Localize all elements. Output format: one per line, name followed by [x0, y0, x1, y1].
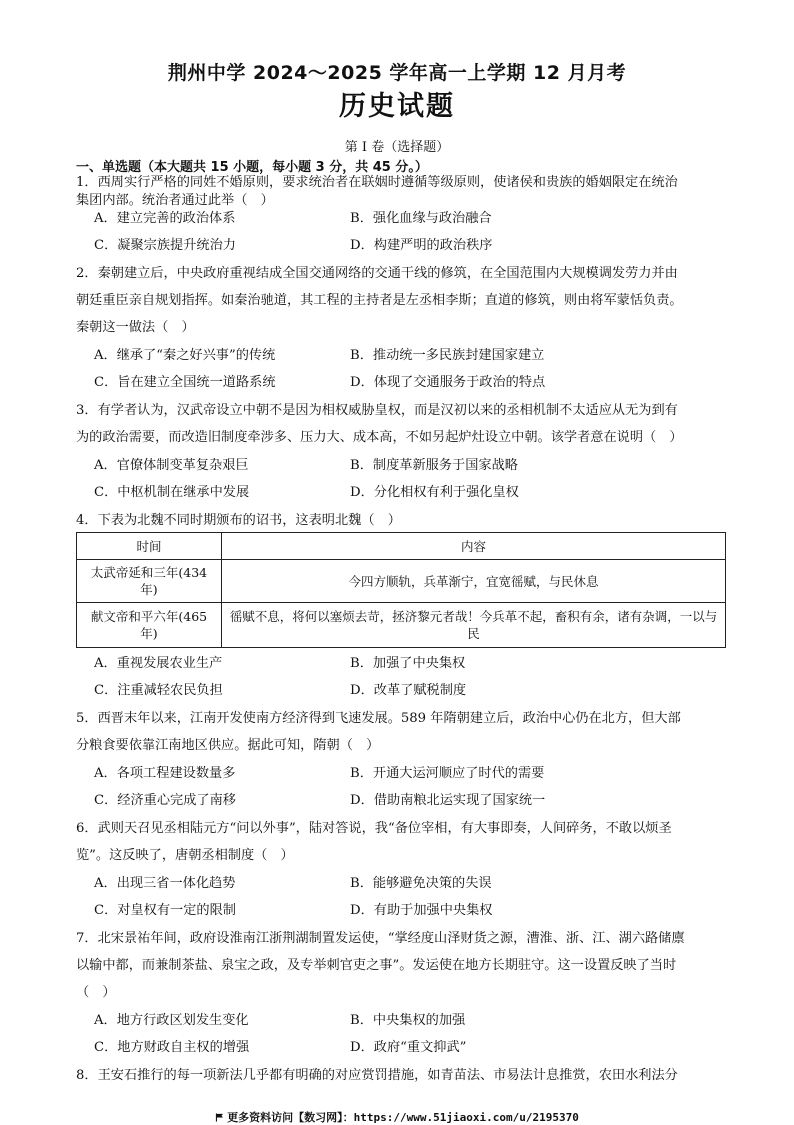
- q3-stem-line-2: 为的政治需要，而改造旧制度牵涉多、压力大、成本高，不如另起炉灶设立中朝。该学者意在说明（ ）: [76, 430, 683, 445]
- q4-option-d: D．改革了赋税制度: [350, 683, 467, 698]
- q7-stem-line-3: （ ）: [76, 985, 116, 1000]
- q5-stem-line-1: 5．西晋末年以来，江南开发使南方经济得到飞速发展。589 年隋朝建立后，政治中心仍在北方，但大部: [76, 711, 681, 726]
- q1-stem-line-2: 集团内部。统治者通过此举（ ）: [76, 193, 274, 208]
- q2-stem-line-2: 朝廷重臣亲自规划指挥。如秦治驰道，其工程的主持者是左丞相李斯；直道的修筑，则由将军蒙恬负责。: [76, 293, 683, 308]
- flag-icon: [215, 1113, 224, 1122]
- q1-option-c: C．凝聚宗族提升统治力: [94, 238, 236, 253]
- q1-option-d: D．构建严明的政治秩序: [350, 238, 493, 253]
- q6-option-b: B．能够避免决策的失误: [350, 876, 492, 891]
- q3-stem-line-1: 3．有学者认为，汉武帝设立中朝不是因为相权威胁皇权，而是汉初以来的丞相机制不太适应从无为到有: [76, 403, 678, 418]
- q6-option-a: A．出现三省一体化趋势: [94, 876, 236, 891]
- q7-stem-line-1: 7．北宋景祐年间，政府设淮南江浙荆湖制置发运使，“掌经度山泽财货之源，漕淮、浙、江、湖六路储廪: [76, 931, 685, 946]
- q2-option-a: A．继承了“秦之好兴事”的传统: [94, 348, 276, 363]
- q6-stem-line-1: 6．武则天召见丞相陆元方“问以外事”，陆对答说，我“备位宰相，有大事即奏，人间碎务，不敢以烦圣: [76, 821, 672, 836]
- table-header-time: 时间: [77, 533, 222, 560]
- q6-stem-line-2: 览”。这反映了，唐朝丞相制度（ ）: [76, 848, 294, 863]
- q1-stem-line-1: 1．西周实行严格的同姓不婚原则，要求统治者在联姻时遵循等级原则，使诸侯和贵族的婚姻限定在统治: [76, 175, 678, 190]
- q2-option-c: C．旨在建立全国统一道路系统: [94, 375, 276, 390]
- q2-option-b: B．推动统一多民族封建国家建立: [350, 348, 545, 363]
- section-heading: 一、单选题（本大题共 15 小题，每小题 3 分，共 45 分。）: [76, 160, 428, 175]
- table-cell-time: 献文帝和平六年(465年): [77, 603, 222, 648]
- table-row: [77, 560, 726, 603]
- q3-option-b: B．制度革新服务于国家战略: [350, 458, 518, 473]
- table-cell-content: 今四方顺轨，兵革渐宁，宜宽徭赋，与民休息: [222, 560, 726, 603]
- q3-option-a: A．官僚体制变革复杂艰巨: [94, 458, 249, 473]
- q5-stem-line-2: 分粮食要依靠江南地区供应。据此可知，隋朝（ ）: [76, 738, 380, 753]
- q5-option-d: D．借助南粮北运实现了国家统一: [350, 793, 546, 808]
- q7-option-c: C．地方财政自主权的增强: [94, 1040, 250, 1055]
- exam-title: 荆州中学 2024～2025 学年高一上学期 12 月月考: [167, 62, 627, 84]
- q7-option-a: A．地方行政区划发生变化: [94, 1013, 249, 1028]
- q4-table: [76, 532, 726, 648]
- q5-option-a: A．各项工程建设数量多: [94, 766, 236, 781]
- q8-stem-line-1: 8．王安石推行的每一项新法几乎都有明确的对应赏罚措施，如青苗法、市易法计息推赏，农田水利法分: [76, 1068, 678, 1083]
- footer-text: 更多资料访问【数习网】：https://www.51jiaoxi.com/u/2195370: [227, 1111, 579, 1124]
- q6-option-c: C．对皇权有一定的限制: [94, 903, 236, 918]
- q4-stem-line-1: 4．下表为北魏不同时期颁布的诏书，这表明北魏（ ）: [76, 513, 401, 528]
- q6-option-d: D．有助于加强中央集权: [350, 903, 493, 918]
- q4-option-c: C．注重减轻农民负担: [94, 683, 223, 698]
- q2-stem-line-3: 秦朝这一做法（ ）: [76, 320, 195, 335]
- volume-heading: 第 I 卷（选择题）: [344, 140, 450, 155]
- q5-option-c: C．经济重心完成了南移: [94, 793, 236, 808]
- table-header-content: 内容: [222, 533, 726, 560]
- q7-option-d: D．政府“重文抑武”: [350, 1040, 467, 1055]
- q2-option-d: D．体现了交通服务于政治的特点: [350, 375, 546, 390]
- q4-option-a: A．重视发展农业生产: [94, 656, 223, 671]
- q4-option-b: B．加强了中央集权: [350, 656, 466, 671]
- table-cell-content: 徭赋不息，将何以塞烦去苛，拯济黎元者哉！今兵革不起，畜积有余，诸有杂调，一以与民: [222, 603, 726, 648]
- table-row: [77, 603, 726, 648]
- q1-option-a: A．建立完善的政治体系: [94, 211, 236, 226]
- q3-option-d: D．分化相权有利于强化皇权: [350, 485, 519, 500]
- footer-link[interactable]: [0, 1109, 794, 1125]
- exam-subject: 历史试题: [339, 91, 455, 122]
- q2-stem-line-1: 2．秦朝建立后，中央政府重视结成全国交通网络的交通干线的修筑，在全国范围内大规模调发劳力并由: [76, 266, 678, 281]
- q1-option-b: B．强化血缘与政治融合: [350, 211, 492, 226]
- table-cell-time: 太武帝延和三年(434年): [77, 560, 222, 603]
- q5-option-b: B．开通大运河顺应了时代的需要: [350, 766, 545, 781]
- q3-option-c: C．中枢机制在继承中发展: [94, 485, 250, 500]
- q7-stem-line-2: 以输中都，而兼制茶盐、泉宝之政，及专举刺官吏之事”。发运使在地方长期驻守。这一设置反映了当时: [76, 958, 677, 973]
- q7-option-b: B．中央集权的加强: [350, 1013, 466, 1028]
